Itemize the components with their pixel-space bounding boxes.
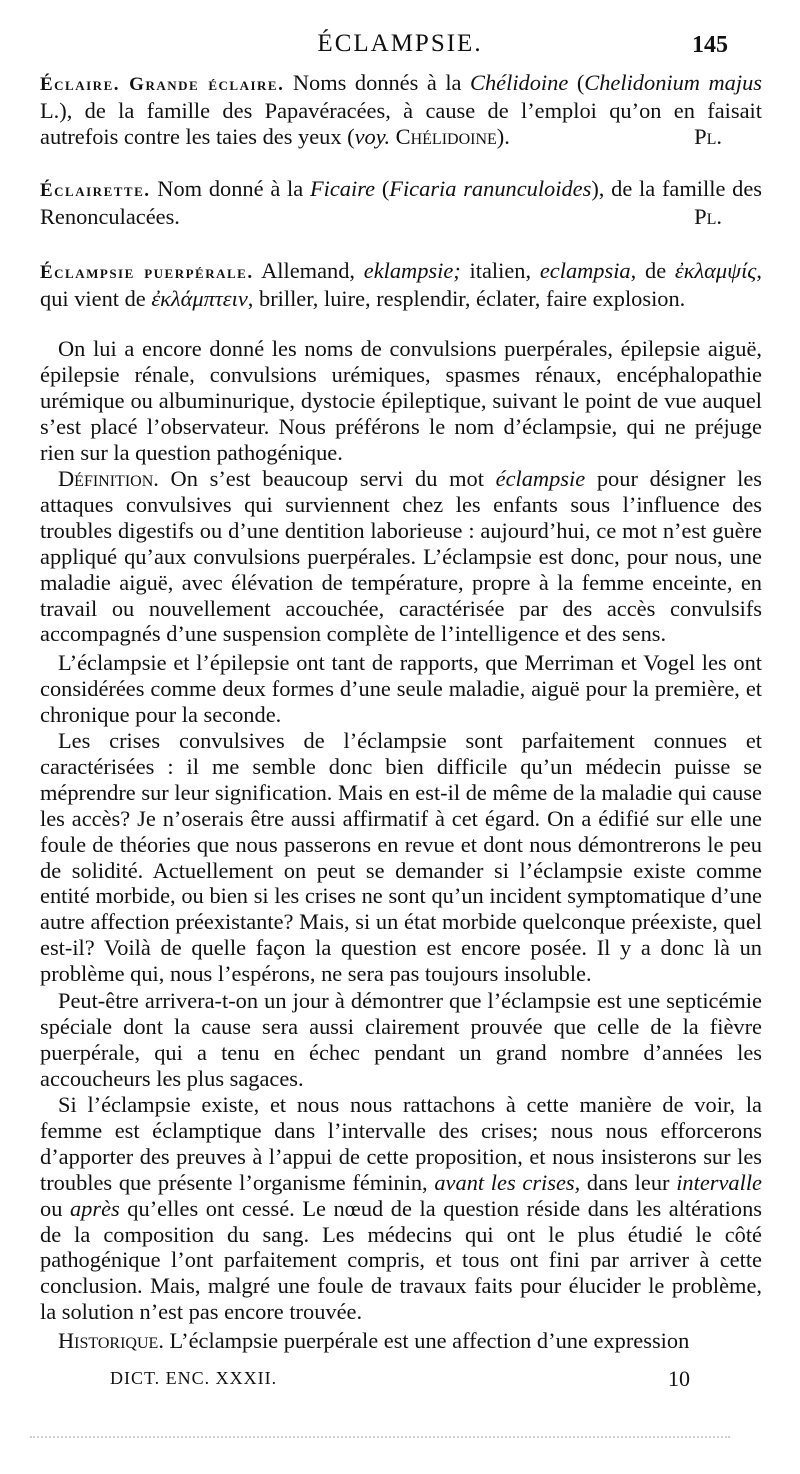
- section-lead: Définition.: [58, 466, 159, 491]
- entry-headword: Éclaire. Grande éclaire.: [40, 74, 285, 95]
- page-footer: [110, 1368, 690, 1398]
- greek-word: ἐκλάμπτειν: [151, 285, 248, 311]
- running-title: ÉCLAMPSIE.: [317, 30, 483, 57]
- author-signature: Pl.: [694, 203, 722, 229]
- paragraph-crises: Les crises convulsives de l’éclampsie sont parfaitement connues et caractérisées : il me semble donc bien difficile qu’un médecin puisse se méprendre sur leur signification. Mais en est-il de même de la maladie qui cause les accès? Je n’oserais être aussi affirmatif à cet égard. On a édifié sur elle une foule de théories que nous passerons en revue et dont nous démontrerons le peu de solidité. Actuellement on peut se demander si l’éclampsie existe comme entité morbide, ou bien si les crises ne sont qu’un incident symptomatique d’une autre affection préexistante? Mais, si un état morbide quelconque préexiste, quel est-il? Voilà de quelle façon la question est encore posée. Il y a donc là un problème qui, nous l’espérons, ne sera pas toujours insoluble.: [40, 728, 762, 987]
- entry-headword: Éclampsie puerpérale.: [40, 262, 254, 283]
- greek-word: ἐκλαμψίς: [674, 258, 757, 283]
- paragraph-epilepsie: L’éclampsie et l’épilepsie ont tant de rapports, que Merriman et Vogel les ont considérées comme deux formes d’une seule maladie, aiguë pour la première, et chronique pour la seconde.: [40, 650, 762, 727]
- paragraph-existence: Si l’éclampsie existe, et nous nous rattachons à cette manière de voir, la femme est éclamptique dans l’intervalle des crises; nous nous efforcerons d’apporter des preuves à l’appui de cette proposition, et nous insisterons sur les troubles que présente l’organisme féminin, avant les crises, dans leur intervalle ou après qu’elles ont cessé. Le nœud de la question réside dans les altérations de la composition du sang. Les médecins qui ont le plus étudié le côté pathogénique l’ont parfaitement compris, et tous ont fini par arriver à cette conclusion. Mais, malgré une foule de travaux faits pour élucider le problème, la solution n’est pas encore trouvée.: [40, 1092, 762, 1325]
- running-head: [0, 28, 800, 58]
- paragraph-historique: Historique. L’éclampsie puerpérale est une affection d’une expression: [58, 1328, 690, 1353]
- section-lead: Historique.: [58, 1328, 164, 1353]
- signature-mark: DICT. ENC. XXXII.: [110, 1368, 278, 1388]
- paragraph-synonyms: On lui a encore donné les noms de convulsions puerpérales, épilepsie aiguë, épilepsie rénale, convulsions urémiques, spasmes rénaux, encéphalopathie urémique ou albuminurique, dystocie épileptique, suivant le point de vue auquel s’est placé l’observateur. Nous préférons le nom d’éclampsie, qui ne préjuge rien sur la question pathogénique.: [40, 336, 762, 465]
- page-number: 145: [692, 32, 728, 58]
- gathering-number: 10: [668, 1366, 690, 1391]
- entry-headword: Éclairette.: [40, 180, 151, 201]
- author-signature: Pl.: [694, 123, 722, 149]
- paragraph-definition: Définition. On s’est beaucoup servi du mot éclampsie pour désigner les attaques convulsives qui surviennent chez les enfants sous l’influence des troubles digestifs ou d’une dentition laborieuse : aujourd’hui, ce mot n’est guère appliqué qu’aux convulsions puerpérales. L’éclampsie est donc, pour nous, une maladie aiguë, avec élévation de température, propre à la femme enceinte, en travail ou nouvellement accouchée, caractérisée par des accès convulsifs accompagnés d’une suspension complète de l’intelligence et des sens.: [40, 466, 762, 647]
- paragraph-septicemie: Peut-être arrivera-t-on un jour à démontrer que l’éclampsie est une septicémie spéciale dont la cause sera aussi clairement prouvée que celle de la fièvre puerpérale, qui a tenu en échec pendant un grand nombre d’années les accoucheurs les plus sagaces.: [40, 988, 762, 1091]
- entry-eclairette: Éclairette. Nom donné à la Ficaire (Ficaria ranunculoides), de la famille des Renonculacées. Pl.: [40, 176, 763, 229]
- entry-eclampsie-puerperale: Éclampsie puerpérale. Allemand, eklampsie; italien, eclampsia, de ἐκλαμψίς, qui vient de ἐκλάμπτειν, briller, luire, resplendir, éclater, faire explosion.: [40, 258, 762, 311]
- entry-eclaire: Éclaire. Grande éclaire. Noms donnés à la Chélidoine (Chelidonium majus L.), de la famille des Papavéracées, à cause de l’emploi qu’on en faisait autrefois contre les taies des yeux (voy. Chélidoine). Pl.: [40, 70, 763, 149]
- bleed-through-line: [30, 1436, 730, 1440]
